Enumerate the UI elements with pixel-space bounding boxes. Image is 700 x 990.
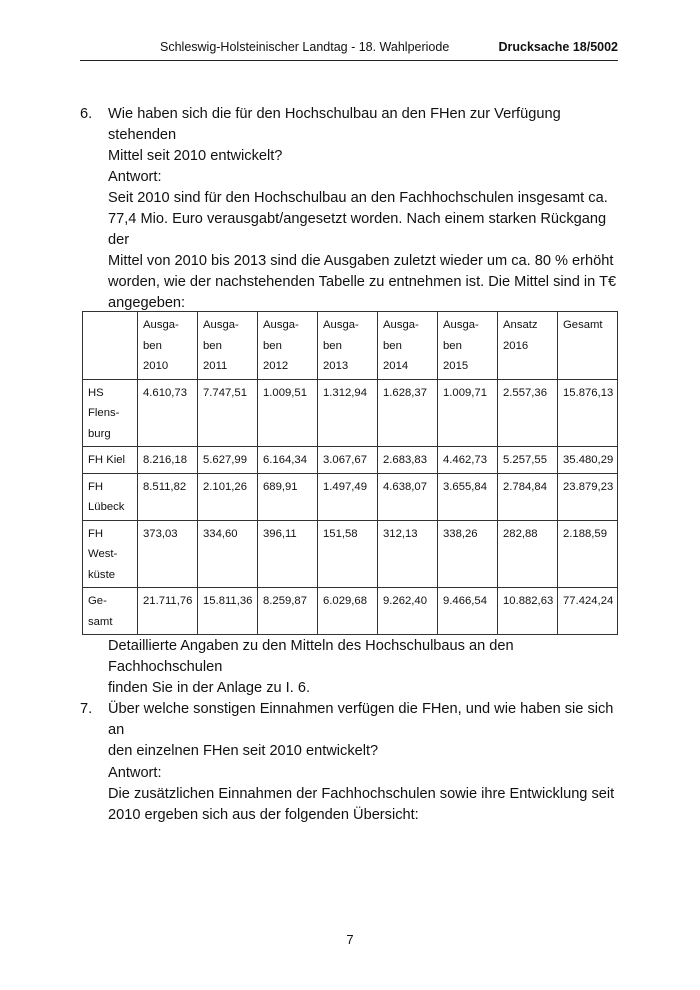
text-line: Wie haben sich die für den Hochschulbau an den FHen zur Verfügung stehenden	[108, 106, 561, 143]
table-cell: 3.655,84	[438, 473, 498, 520]
table-cell: 151,58	[318, 520, 378, 588]
answer-6	[108, 167, 618, 314]
table-cell: 2.101,26	[198, 473, 258, 520]
table-cell: 338,26	[438, 520, 498, 588]
answer-label: Antwort:	[108, 765, 162, 781]
answer-label: Antwort:	[108, 169, 162, 185]
table-cell: 7.747,51	[198, 379, 258, 447]
text-line: angegeben:	[108, 295, 186, 311]
text-line: den einzelnen FHen seit 2010 entwickelt?	[108, 743, 379, 759]
table-cell: 15.811,36	[198, 588, 258, 635]
text-line: Mittel seit 2010 entwickelt?	[108, 148, 283, 164]
header-cell	[83, 312, 138, 380]
question-number: 6.	[80, 106, 93, 122]
question-number: 7.	[80, 701, 93, 717]
table-cell: 23.879,23	[558, 473, 618, 520]
table-cell: 8.511,82	[138, 473, 198, 520]
text-line: finden Sie in der Anlage zu I. 6.	[108, 680, 311, 696]
table-note	[108, 636, 618, 699]
table-row	[83, 379, 618, 447]
question-text	[108, 104, 618, 167]
table-header-row	[83, 312, 618, 380]
header-title: Schleswig-Holsteinischer Landtag - 18. Wahlperiode	[160, 40, 450, 54]
table-cell: 5.627,99	[198, 447, 258, 474]
table-cell: 1.497,49	[318, 473, 378, 520]
table-cell: 396,11	[258, 520, 318, 588]
table-cell: 21.711,76	[138, 588, 198, 635]
table-cell: 77.424,24	[558, 588, 618, 635]
question-6	[80, 104, 620, 164]
table-cell: 9.466,54	[438, 588, 498, 635]
table-row	[83, 473, 618, 520]
table-cell: 6.164,34	[258, 447, 318, 474]
text-line: Mittel von 2010 bis 2013 sind die Ausgaben zuletzt wieder um ca. 80 % erhöht	[108, 253, 614, 269]
header-doc-number: Drucksache 18/5002	[498, 40, 618, 54]
table-cell: 35.480,29	[558, 447, 618, 474]
table-cell: 689,91	[258, 473, 318, 520]
question-7	[80, 699, 620, 759]
table-row	[83, 447, 618, 474]
text-line: worden, wie der nachstehenden Tabelle zu entnehmen ist. Die Mittel sind in T€	[108, 274, 617, 290]
row-label: FH Lübeck	[83, 473, 138, 520]
table-cell: 2.557,36	[498, 379, 558, 447]
table-total-row	[83, 588, 618, 635]
table-cell: 312,13	[378, 520, 438, 588]
text-line: Detaillierte Angaben zu den Mitteln des Hochschulbaus an den Fachhochschulen	[108, 638, 514, 675]
table-cell: 334,60	[198, 520, 258, 588]
table-cell: 10.882,63	[498, 588, 558, 635]
table-cell: 4.462,73	[438, 447, 498, 474]
table-cell: 1.628,37	[378, 379, 438, 447]
answer-7	[108, 763, 618, 826]
page-header	[80, 40, 618, 61]
table-cell: 2.683,83	[378, 447, 438, 474]
header-cell: Ausga- ben 2010	[138, 312, 198, 380]
table-cell: 282,88	[498, 520, 558, 588]
table-cell: 2.784,84	[498, 473, 558, 520]
row-label: FH Kiel	[83, 447, 138, 474]
header-cell: Ausga- ben 2012	[258, 312, 318, 380]
text-line: 2010 ergeben sich aus der folgenden Übersicht:	[108, 807, 419, 823]
row-label: HS Flens- burg	[83, 379, 138, 447]
row-label: FH West- küste	[83, 520, 138, 588]
table-cell: 8.259,87	[258, 588, 318, 635]
table-cell: 373,03	[138, 520, 198, 588]
table-cell: 4.638,07	[378, 473, 438, 520]
header-cell: Ansatz 2016	[498, 312, 558, 380]
text-line: Seit 2010 sind für den Hochschulbau an den Fachhochschulen insgesamt ca.	[108, 190, 608, 206]
row-label: Ge- samt	[83, 588, 138, 635]
table-cell: 4.610,73	[138, 379, 198, 447]
text-line: Über welche sonstigen Einnahmen verfügen die FHen, und wie haben sie sich an	[108, 701, 614, 738]
table-cell: 1.312,94	[318, 379, 378, 447]
text-line: Die zusätzlichen Einnahmen der Fachhochschulen sowie ihre Entwicklung seit	[108, 786, 615, 802]
header-cell: Ausga- ben 2015	[438, 312, 498, 380]
header-cell: Ausga- ben 2014	[378, 312, 438, 380]
funding-table	[82, 311, 618, 635]
header-cell: Gesamt	[558, 312, 618, 380]
table-cell: 6.029,68	[318, 588, 378, 635]
table-cell: 3.067,67	[318, 447, 378, 474]
question-text	[108, 699, 618, 762]
table-cell: 9.262,40	[378, 588, 438, 635]
table-cell: 1.009,71	[438, 379, 498, 447]
page-number: 7	[346, 932, 354, 947]
table-cell: 1.009,51	[258, 379, 318, 447]
table-cell: 2.188,59	[558, 520, 618, 588]
header-cell: Ausga- ben 2013	[318, 312, 378, 380]
table-cell: 5.257,55	[498, 447, 558, 474]
table-cell: 15.876,13	[558, 379, 618, 447]
text-line: 77,4 Mio. Euro verausgabt/angesetzt worden. Nach einem starken Rückgang der	[108, 211, 607, 248]
table-cell: 8.216,18	[138, 447, 198, 474]
header-cell: Ausga- ben 2011	[198, 312, 258, 380]
table-row	[83, 520, 618, 588]
